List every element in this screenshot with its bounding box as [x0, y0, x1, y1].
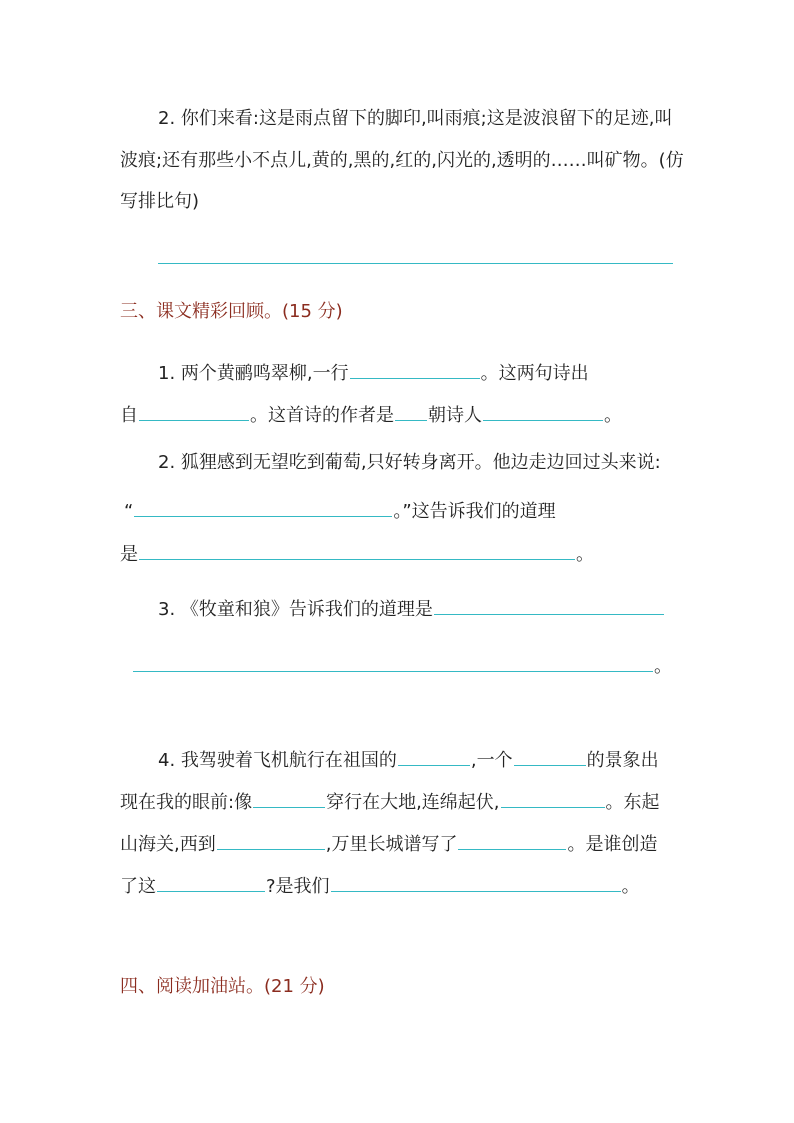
fill-blank[interactable]	[501, 787, 605, 808]
text: 。东起	[605, 792, 660, 813]
text: 是	[120, 544, 138, 565]
section-heading	[120, 978, 325, 996]
section-title: 四、阅读加油站。	[120, 976, 264, 997]
paragraph-line	[120, 152, 684, 170]
fill-blank[interactable]	[350, 358, 480, 379]
fill-blank[interactable]	[157, 871, 265, 892]
fill-blank[interactable]	[514, 745, 586, 766]
answer-line[interactable]	[158, 263, 673, 264]
section-heading	[120, 303, 343, 321]
text: 现在我的眼前:像	[120, 792, 253, 813]
fill-blank[interactable]	[398, 745, 470, 766]
fill-blank[interactable]	[253, 787, 325, 808]
text: 4. 我驾驶着飞机航行在祖国的	[158, 750, 397, 771]
fill-blank[interactable]	[458, 829, 566, 850]
text: 。是谁创造	[567, 834, 658, 855]
question-line	[132, 651, 672, 676]
question-line	[158, 358, 589, 383]
section-score: (21 分)	[264, 976, 325, 997]
text: 。	[576, 544, 594, 565]
text: 山海关,西到	[120, 834, 216, 855]
fill-blank[interactable]	[139, 400, 249, 421]
text: 了这	[120, 876, 156, 897]
fill-blank[interactable]	[395, 400, 427, 421]
question-line	[120, 539, 594, 564]
text: ?是我们	[266, 876, 330, 897]
fill-blank[interactable]	[483, 400, 603, 421]
text: 。	[621, 876, 640, 897]
question-line	[120, 829, 657, 854]
text: 。	[654, 656, 672, 677]
section-score: (15 分)	[282, 301, 343, 322]
text: 写排比句)	[120, 191, 200, 212]
text: 1. 两个黄鹂鸣翠柳,一行	[158, 363, 349, 384]
text: ,万里长城谱写了	[325, 834, 458, 855]
text: 。这首诗的作者是	[250, 405, 394, 426]
text: 。这两句诗出	[480, 363, 589, 384]
question-line	[158, 454, 661, 472]
text: 。”这告诉我们的道理	[393, 501, 556, 522]
text: 波痕;还有那些小不点儿,黄的,黑的,红的,闪光的,透明的……叫矿物。(仿	[120, 150, 684, 171]
fill-blank[interactable]	[139, 539, 575, 560]
paragraph-line	[158, 110, 672, 128]
fill-blank[interactable]	[217, 829, 325, 850]
fill-blank[interactable]	[331, 871, 621, 892]
paragraph-line	[120, 193, 199, 211]
text: “	[124, 501, 134, 522]
text: 朝诗人	[428, 405, 482, 426]
fill-blank[interactable]	[134, 496, 392, 517]
question-line	[120, 871, 640, 896]
text: 2. 你们来看:这是雨点留下的脚印,叫雨痕;这是波浪留下的足迹,叫	[158, 108, 673, 129]
question-line	[158, 594, 665, 619]
fill-blank[interactable]	[434, 594, 664, 615]
text: 3. 《牧童和狼》告诉我们的道理是	[158, 599, 433, 620]
question-line	[158, 745, 659, 770]
question-line	[120, 400, 622, 425]
fill-blank[interactable]	[133, 651, 653, 672]
text: 。	[604, 405, 622, 426]
text: ,一个	[470, 750, 513, 771]
text: 的景象出	[586, 750, 659, 771]
question-line	[124, 496, 556, 521]
question-line	[120, 787, 660, 812]
section-title: 三、课文精彩回顾。	[120, 301, 282, 322]
text: 2. 狐狸感到无望吃到葡萄,只好转身离开。他边走边回过头来说:	[158, 452, 661, 473]
text: 自	[120, 405, 138, 426]
text: 穿行在大地,连绵起伏,	[326, 792, 500, 813]
